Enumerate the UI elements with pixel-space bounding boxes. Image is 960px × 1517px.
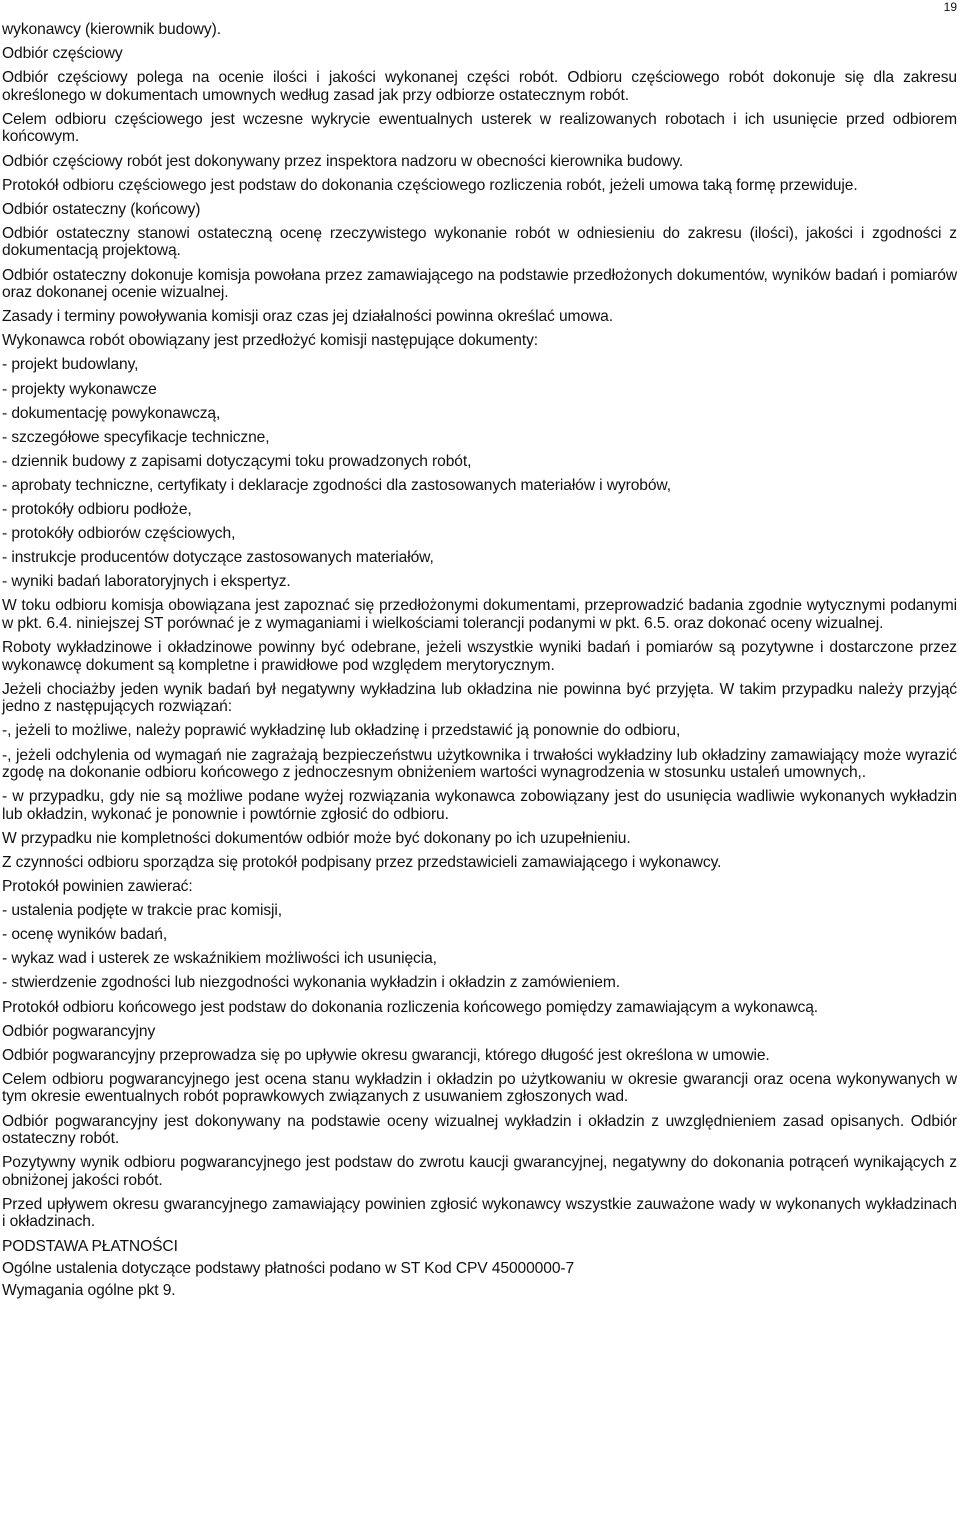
- list-item: - projekty wykonawcze: [2, 380, 157, 398]
- paragraph: Przed upływem okresu gwarancyjnego zamawiający powinien zgłosić wykonawcy wszystkie zauważone wady w wykonanych wykładzinach i okładzinach.: [2, 1195, 957, 1231]
- list-item: - protokóły odbiorów częściowych,: [2, 525, 236, 543]
- paragraph: Celem odbioru pogwarancyjnego jest ocena stanu wykładzin i okładzin po użytkowaniu w okresie gwarancji oraz ocena wykonywanych w tym okresie ewentualnych robót poprawkowych związanych z usuwaniem zgłoszonych wad.: [2, 1070, 957, 1106]
- list-item: -, jeżeli to możliwe, należy poprawić wykładzinę lub okładzinę i przedstawić ją ponownie do odbioru,: [2, 722, 681, 740]
- paragraph: Odbiór częściowy robót jest dokonywany przez inspektora nadzoru w obecności kierownika budowy.: [2, 152, 684, 170]
- list-item: - dziennik budowy z zapisami dotyczącymi toku prowadzonych robót,: [2, 452, 472, 470]
- list-item: - instrukcje producentów dotyczące zastosowanych materiałów,: [2, 549, 434, 567]
- paragraph: W przypadku nie kompletności dokumentów odbiór może być dokonany po ich uzupełnieniu.: [2, 829, 631, 847]
- paragraph: Pozytywny wynik odbioru pogwarancyjnego jest podstaw do zwrotu kaucji gwarancyjnej, negatywny do dokonania potrąceń wynikających z obniżonej jakości robót.: [2, 1154, 957, 1189]
- paragraph: wykonawcy (kierownik budowy).: [2, 21, 221, 38]
- paragraph: Odbiór ostateczny dokonuje komisja powołana przez zamawiającego na podstawie przedłożonych dokumentów, wyników badań i pomiarów oraz dokonanej ocenie wizualnej.: [2, 266, 957, 302]
- paragraph: Protokół odbioru częściowego jest podstaw do dokonania częściowego rozliczenia robót, jeżeli umowa taką formę przewiduje.: [2, 176, 858, 194]
- paragraph: Odbiór ostateczny stanowi ostateczną ocenę rzeczywistego wykonanie robót w odniesieniu do zakresu (ilości), jakości i zgodności z dokumentacją projektową.: [2, 224, 957, 260]
- document-body: [2, 21, 957, 1304]
- paragraph: Protokół odbioru końcowego jest podstaw do dokonania rozliczenia końcowego pomiędzy zamawiającym a wykonawcą.: [2, 998, 819, 1016]
- section-heading: Odbiór ostateczny (końcowy): [2, 200, 201, 218]
- list-item: -, jeżeli odchylenia od wymagań nie zagrażają bezpieczeństwu użytkownika i trwałości wykładziny lub okładziny zamawiający może wyrazić zgodę na dokonanie odbioru końcowego z jednoczesnym obniżeniem wartości wynagrodzenia w stosunku ustaleń umownych,.: [2, 746, 957, 782]
- list-item: - wyniki badań laboratoryjnych i ekspertyz.: [2, 573, 291, 591]
- paragraph: W toku odbioru komisja obowiązana jest zapoznać się przedłożonymi dokumentami, przeprowadzić badania zgodnie wytycznymi podanymi w pkt. 6.4. niniejszej ST porównać je z wymaganiami i wielkościami tolerancji podanymi w pkt. 6.5. oraz dokonać oceny wizualnej.: [2, 597, 957, 632]
- list-item: - projekt budowlany,: [2, 356, 139, 374]
- paragraph: Odbiór pogwarancyjny przeprowadza się po upływie okresu gwarancji, którego długość jest określona w umowie.: [2, 1046, 770, 1064]
- list-item: - ustalenia podjęte w trakcie prac komisji,: [2, 902, 282, 920]
- list-item: - stwierdzenie zgodności lub niezgodności wykonania wykładzin i okładzin z zamówieniem.: [2, 974, 620, 992]
- paragraph: Wykonawca robót obowiązany jest przedłożyć komisji następujące dokumenty:: [2, 332, 539, 350]
- page-number: 19: [943, 0, 957, 14]
- list-item: - dokumentację powykonawczą,: [2, 404, 221, 422]
- section-heading: Odbiór częściowy: [2, 45, 123, 63]
- section-heading: PODSTAWA PŁATNOŚCI: [2, 1237, 178, 1255]
- paragraph: Protokół powinien zawierać:: [2, 878, 193, 896]
- section-heading: Odbiór pogwarancyjny: [2, 1022, 156, 1040]
- paragraph: Celem odbioru częściowego jest wczesne wykrycie ewentualnych usterek w realizowanych robotach i ich usunięcie przed odbiorem końcowym.: [2, 110, 957, 146]
- list-item: - protokóły odbioru podłoże,: [2, 500, 192, 518]
- paragraph: Z czynności odbioru sporządza się protokół podpisany przez przedstawicieli zamawiającego i wykonawcy.: [2, 853, 722, 871]
- list-item: - szczegółowe specyfikacje techniczne,: [2, 428, 270, 446]
- list-item: - ocenę wyników badań,: [2, 926, 168, 944]
- list-item: - aprobaty techniczne, certyfikaty i deklaracje zgodności dla zastosowanych materiałów i wyrobów,: [2, 476, 671, 494]
- paragraph: Zasady i terminy powoływania komisji oraz czas jej działalności powinna określać umowa.: [2, 308, 613, 326]
- list-item: - w przypadku, gdy nie są możliwe podane wyżej rozwiązania wykonawca zobowiązany jest do usunięcia wadliwie wykonanych wykładzin lub okładzin, wykonać je ponownie i powtórnie zgłosić do odbioru.: [2, 788, 957, 823]
- paragraph: Wymagania ogólne pkt 9.: [2, 1281, 176, 1299]
- paragraph: Roboty wykładzinowe i okładzinowe powinny być odebrane, jeżeli wszystkie wyniki badań i pomiarów są pozytywne i dostarczone przez wykonawcę dokument są kompletne i prawidłowe pod względem merytorycznym.: [2, 639, 957, 674]
- list-item: - wykaz wad i usterek ze wskaźnikiem możliwości ich usunięcia,: [2, 950, 437, 968]
- paragraph: Odbiór pogwarancyjny jest dokonywany na podstawie oceny wizualnej wykładzin i okładzin z uwzględnieniem zasad opisanych. Odbiór ostateczny robót.: [2, 1112, 957, 1148]
- paragraph: Jeżeli chociażby jeden wynik badań był negatywny wykładzina lub okładzina nie powinna być przyjęta. W takim przypadku należy przyjąć jedno z następujących rozwiązań:: [2, 680, 957, 716]
- paragraph: Ogólne ustalenia dotyczące podstawy płatności podano w ST Kod CPV 45000000-7: [2, 1259, 575, 1277]
- paragraph: Odbiór częściowy polega na ocenie ilości i jakości wykonanej części robót. Odbioru częściowego robót dokonuje się dla zakresu określonego w dokumentach umownych według zasad jak przy odbiorze ostatecznym robót.: [2, 69, 957, 104]
